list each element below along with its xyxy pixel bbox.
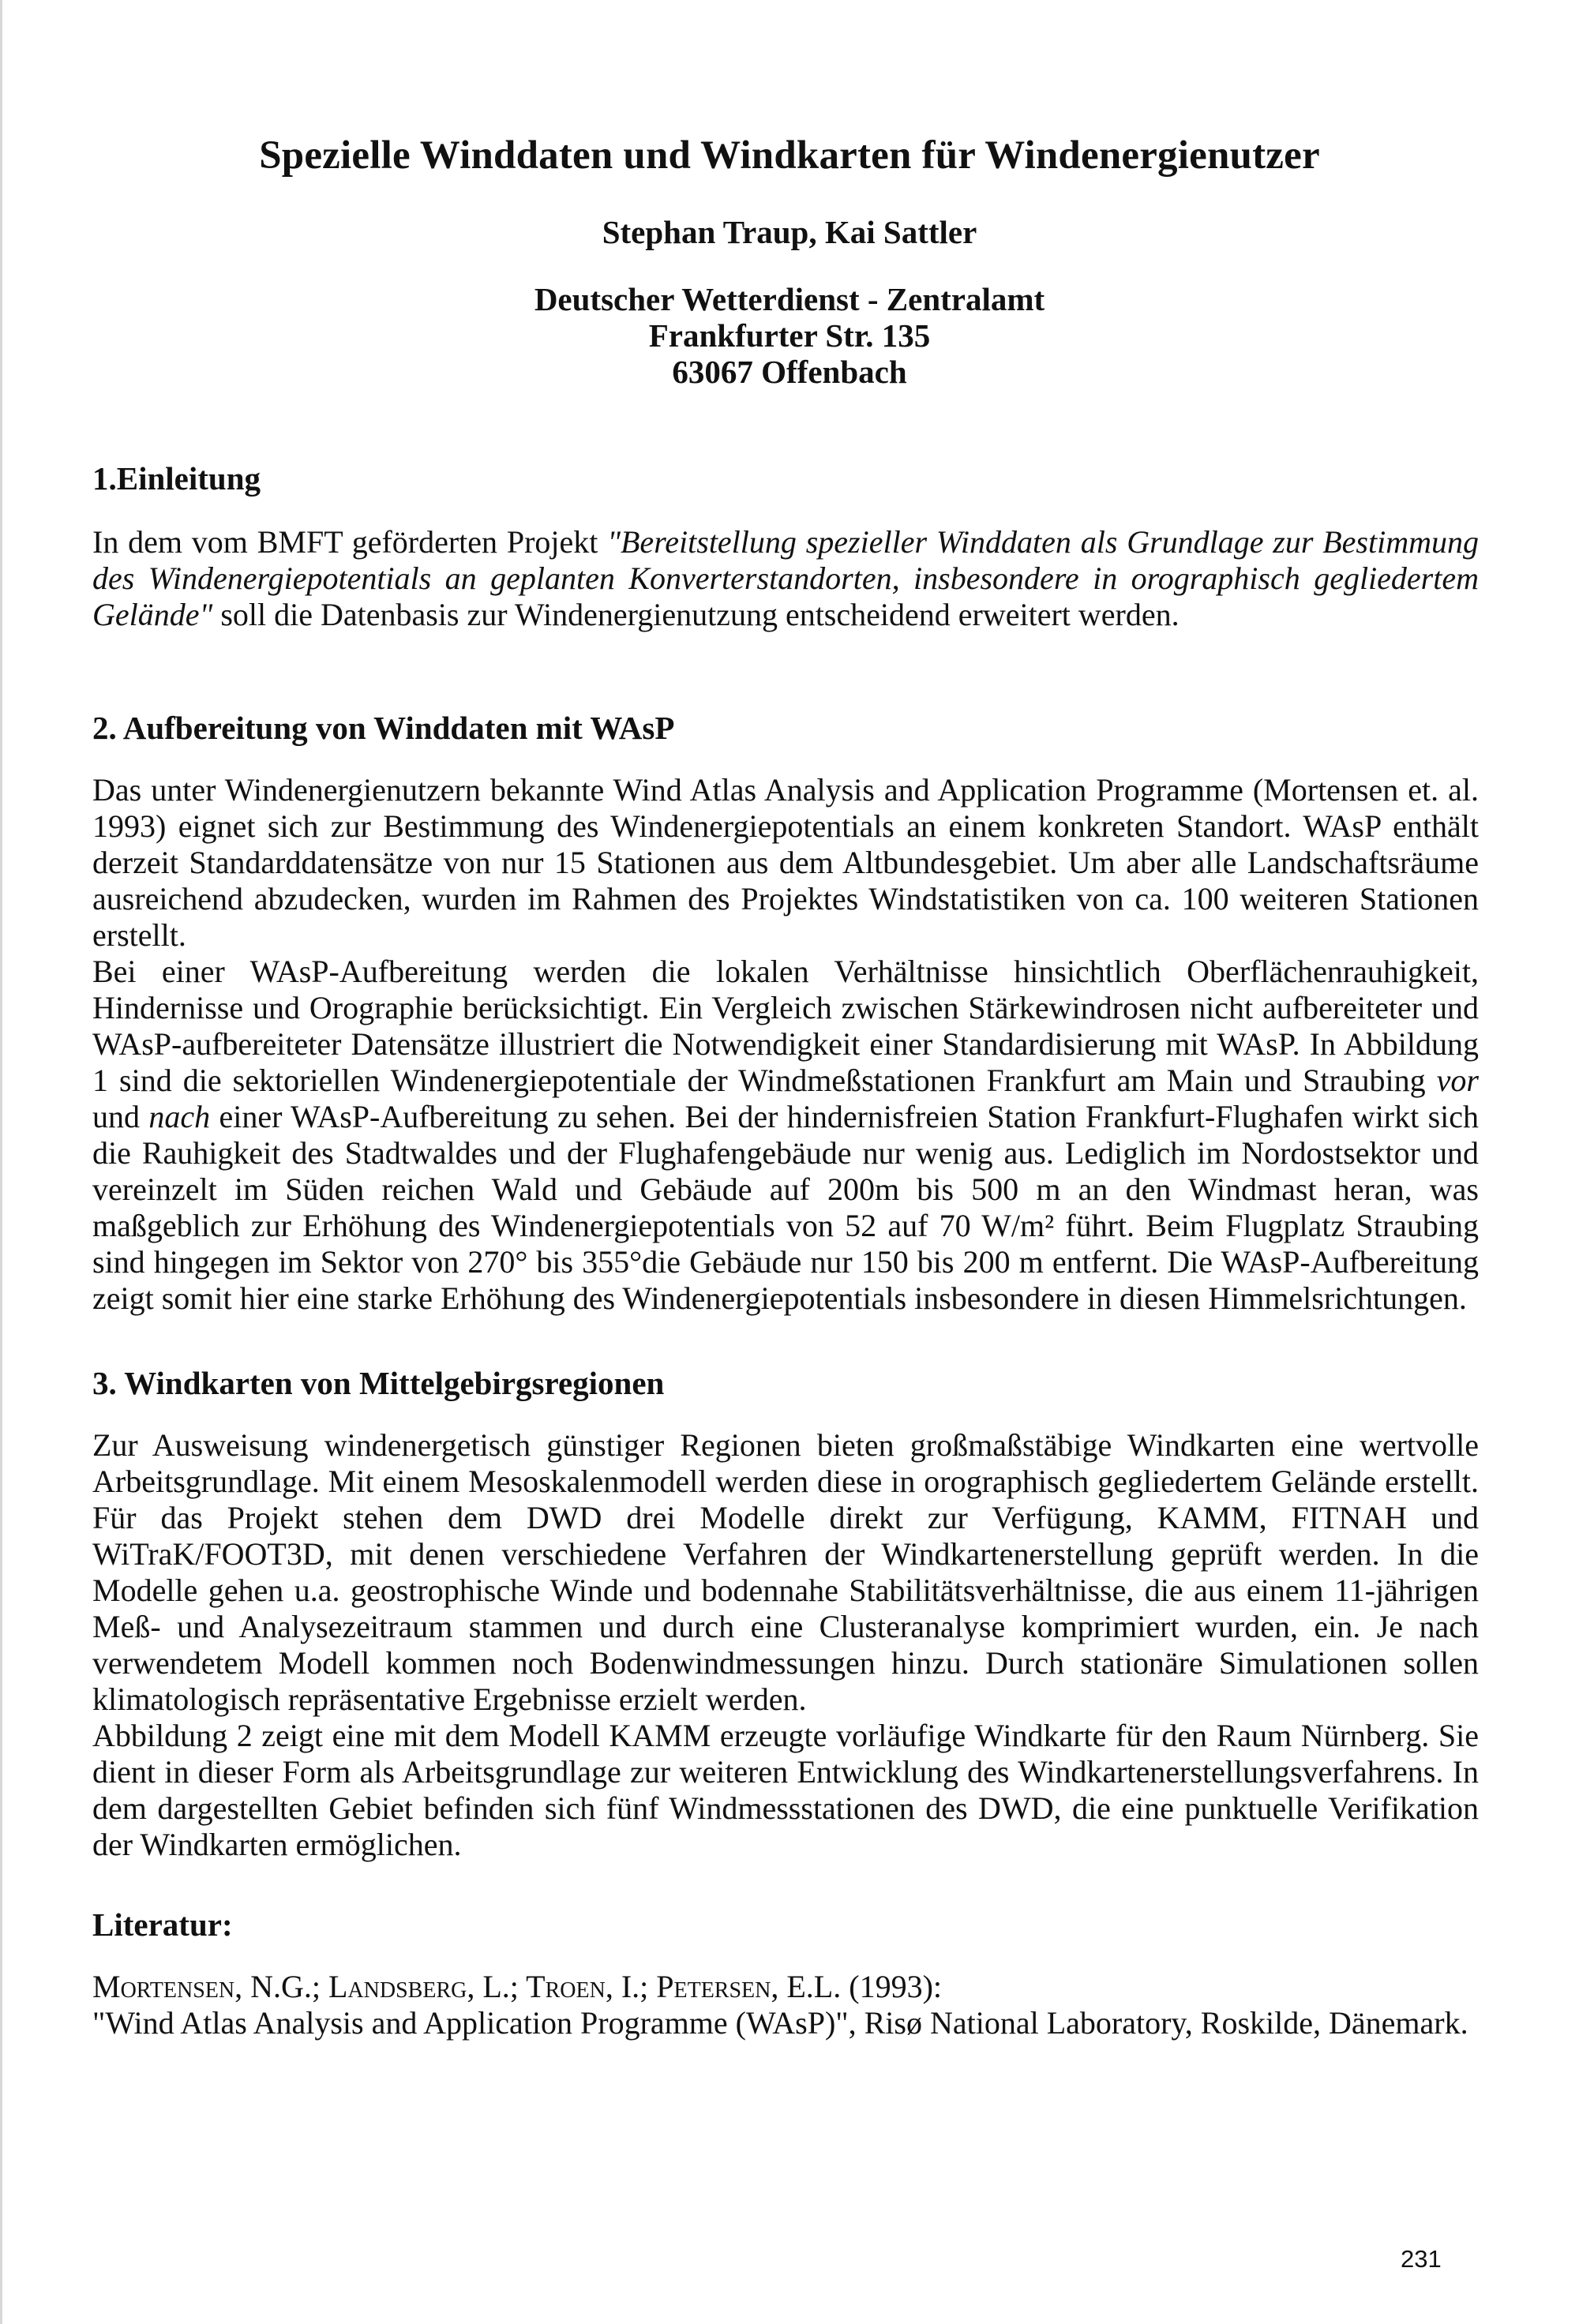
section-2-paragraph-2 [92, 954, 1479, 1317]
section-2-text-und: und [92, 1099, 149, 1134]
affiliation-line-2: Frankfurter Str. 135 [648, 317, 931, 354]
section-1-text-b: soll die Datenbasis zur Windenergienutzung entscheidend erweitert werden. [212, 597, 1180, 632]
section-heading-aufbereitung: 2. Aufbereitung von Winddaten mit WAsP [92, 710, 675, 746]
section-2-text-a: Bei einer WAsP-Aufbereitung werden die lokalen Verhältnisse hinsichtlich Oberflächenrauhigkeit, Hindernisse und Orographie berücksichtigt. Ein Vergleich zwischen Stärkewindrosen nicht aufbereiteter und WAsP-aufbereiteter Datensätze illustriert die Notwendigkeit einer Standardisierung mit WAsP. In Abbildung 1 sind die sektoriellen Windenergiepotentiale der Windmeßstationen Frankfurt am Main und Straubing [92, 954, 1479, 1098]
affiliation-line-1: Deutscher Wetterdienst - Zentralamt [534, 281, 1045, 317]
paper-title: Spezielle Winddaten und Windkarten für Windenergienutzer [259, 133, 1320, 178]
section-1-text-a: In dem vom BMFT geförderten Projekt [92, 524, 608, 560]
reference-entry [92, 1969, 1479, 2041]
section-2-text-b: einer WAsP-Aufbereitung zu sehen. Bei der hindernisfreien Station Frankfurt-Flughafen wirkt sich die Rauhigkeit des Stadtwaldes und der Flughafengebäude nur wenig aus. Lediglich im Nordostsektor und vereinzelt im Süden reichen Wald und Gebäude auf 200m bis 500 m an den Windmast heran, was maßgeblich zur Erhöhung des Windenergiepotentials von 52 auf 70 W/m² führt. Beim Flugplatz Straubing sind hingegen im Sektor von 270° bis 355°die Gebäude nur 150 bis 200 m entfernt. Die WAsP-Aufbereitung zeigt somit hier eine starke Erhöhung des Windenergiepotentials insbesondere in diesen Himmelsrichtungen. [92, 1099, 1480, 1316]
section-heading-einleitung: 1.Einleitung [92, 460, 261, 497]
project-title-italic: "Bereitstellung spezieller Winddaten als Grundlage zur Bestimmung des Windenergiepotentials an geplanten Konverterstandorten, insbesondere in orographisch gegliedertem Gelände" [92, 524, 1479, 632]
section-2-paragraph-1: Das unter Windenergienutzern bekannte Wind Atlas Analysis and Application Programme (Mortensen et. al. 1993) eignet sich zur Bestimmung des Windenergiepotentials an einem konkreten Standort. WAsP enthält derzeit Standarddatensätze von nur 15 Stationen aus dem Altbundesgebiet. Um aber alle Landschaftsräume ausreichend abzudecken, wurden im Rahmen des Projektes Windstatistiken von ca. 100 weiteren Stationen erstellt. [92, 772, 1479, 953]
italic-vor: vor [1436, 1063, 1479, 1098]
reference-body: "Wind Atlas Analysis and Application Programme (WAsP)", Risø National Laboratory, Roskilde, Dänemark. [92, 2005, 1468, 2041]
page-number: 231 [1401, 2245, 1442, 2273]
reference-authors: Mortensen, N.G.; Landsberg, L.; Troen, I.; Petersen, E.L. (1993): [92, 1969, 942, 2004]
section-3-paragraph-1: Zur Ausweisung windenergetisch günstiger Regionen bieten großmaßstäbige Windkarten eine wertvolle Arbeitsgrundlage. Mit einem Mesoskalenmodell werden diese in orographisch gegliedertem Gelände erstellt. Für das Projekt stehen dem DWD drei Modelle direkt zur Verfügung, KAMM, FITNAH und WiTraK/FOOT3D, mit denen verschiedene Verfahren der Windkartenerstellung geprüft werden. In die Modelle gehen u.a. geostrophische Winde und bodennahe Stabilitätsverhältnisse, die aus einem 11-jährigen Meß- und Analysezeitraum stammen und durch eine Clusteranalyse komprimiert wurden, ein. Je nach verwendetem Modell kommen noch Bodenwindmessungen hinzu. Durch stationäre Simulationen sollen klimatologisch repräsentative Ergebnisse erzielt werden. [92, 1427, 1479, 1717]
affiliation-line-3: 63067 Offenbach [672, 354, 907, 390]
section-3-paragraph-2: Abbildung 2 zeigt eine mit dem Modell KAMM erzeugte vorläufige Windkarte für den Raum Nürnberg. Sie dient in dieser Form als Arbeitsgrundlage zur weiteren Entwicklung des Windkartenerstellungsverfahrens. In dem dargestellten Gebiet befinden sich fünf Windmessstationen des DWD, die eine punktuelle Verifikation der Windkarten ermöglichen. [92, 1718, 1479, 1862]
italic-nach: nach [148, 1099, 211, 1134]
affiliation [0, 281, 1579, 390]
paper-authors: Stephan Traup, Kai Sattler [602, 214, 977, 250]
section-heading-windkarten: 3. Windkarten von Mittelgebirgsregionen [92, 1365, 665, 1401]
literature-heading: Literatur: [92, 1906, 233, 1943]
section-1-paragraph [92, 524, 1479, 633]
